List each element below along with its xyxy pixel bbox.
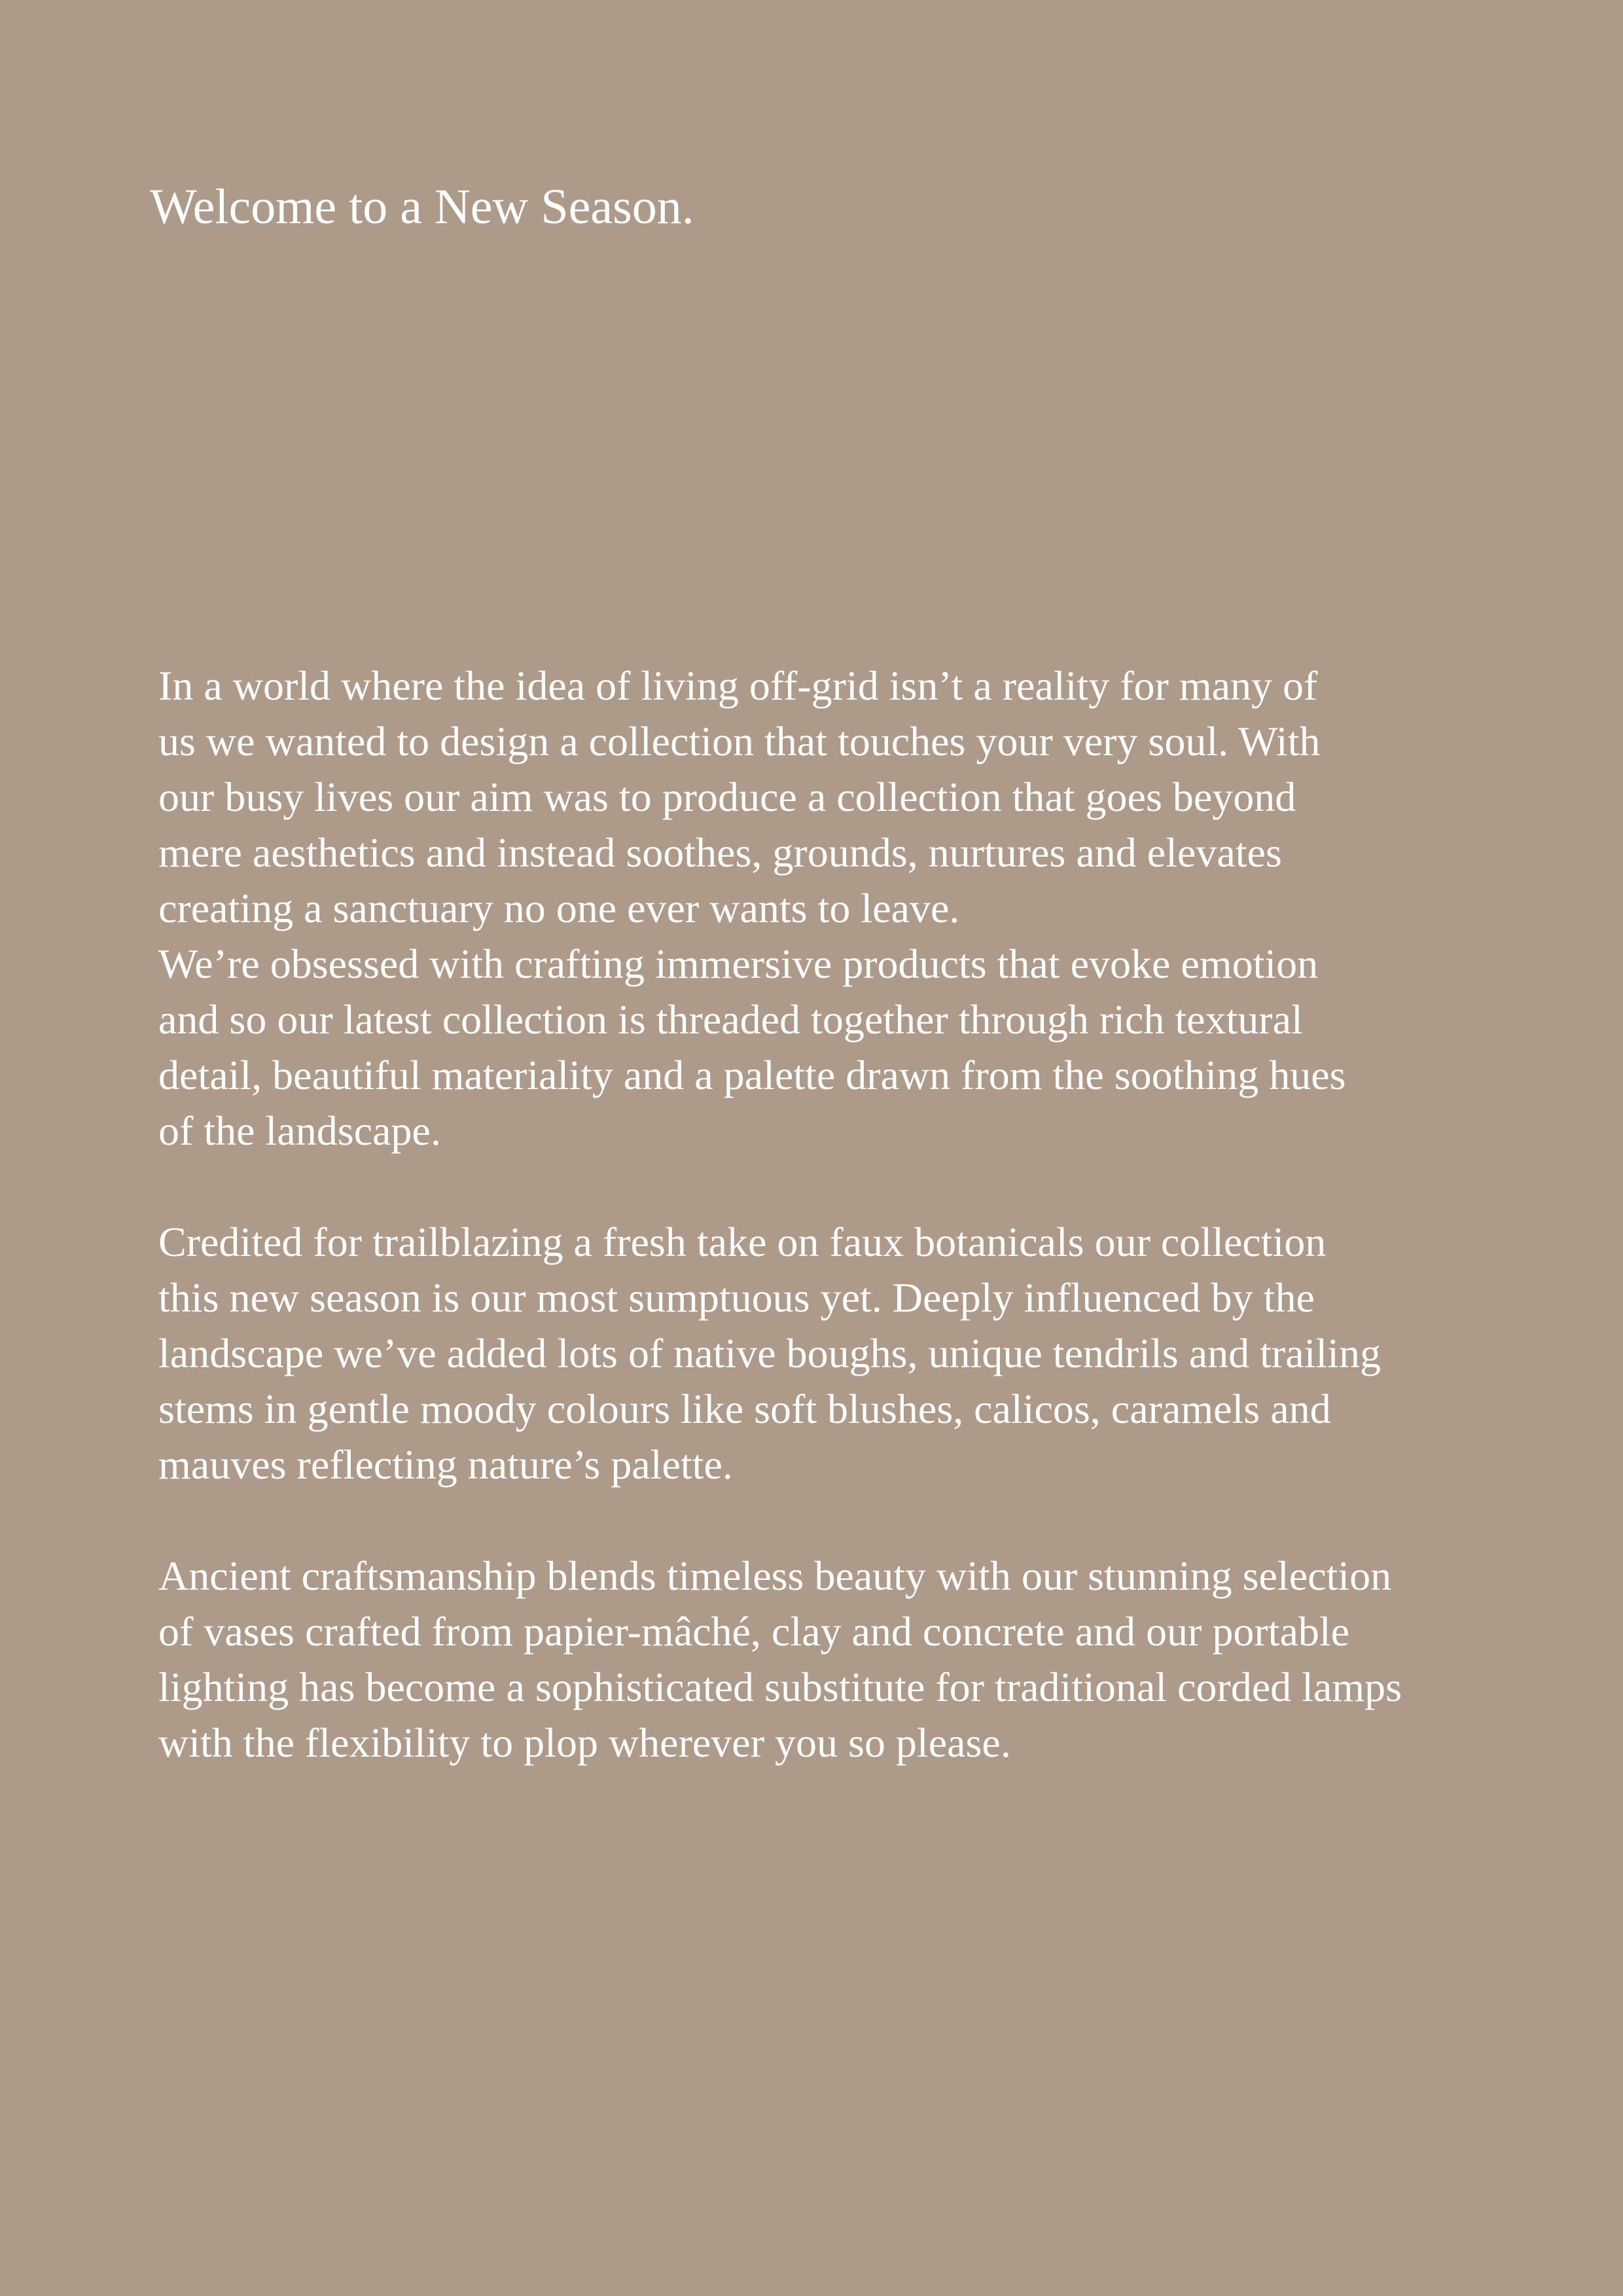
paragraph-spacer (158, 1492, 1520, 1548)
text-line: this new season is our most sumptuous yet. Deeply influenced by the (158, 1274, 1315, 1321)
paragraph-intro (158, 658, 1520, 936)
text-line: In a world where the idea of living off-grid isn’t a reality for many of (158, 662, 1318, 709)
page-title: Welcome to a New Season. (150, 179, 694, 234)
text-line: and so our latest collection is threaded together through rich textural (158, 996, 1303, 1043)
paragraph-botanicals (158, 1214, 1520, 1492)
text-line: mauves reflecting nature’s palette. (158, 1441, 733, 1488)
body-copy (158, 658, 1520, 1770)
text-line: detail, beautiful materiality and a palette drawn from the soothing hues (158, 1052, 1346, 1098)
paragraph-craftsmanship (158, 1548, 1520, 1770)
text-line: landscape we’ve added lots of native boughs, unique tendrils and trailing (158, 1330, 1381, 1376)
text-line: stems in gentle moody colours like soft blushes, calicos, caramels and (158, 1386, 1331, 1432)
text-line: lighting has become a sophisticated substitute for traditional corded lamps (158, 1664, 1402, 1710)
text-line: our busy lives our aim was to produce a collection that goes beyond (158, 774, 1296, 820)
text-line: We’re obsessed with crafting immersive products that evoke emotion (158, 941, 1319, 987)
text-line: mere aesthetics and instead soothes, grounds, nurtures and elevates (158, 829, 1282, 876)
text-line: Credited for trailblazing a fresh take on faux botanicals our collection (158, 1219, 1327, 1265)
text-line: of the landscape. (158, 1107, 441, 1154)
paragraph-spacer (158, 1158, 1520, 1214)
text-line: Ancient craftsmanship blends timeless beauty with our stunning selection (158, 1552, 1392, 1599)
text-line: us we wanted to design a collection that touches your very soul. With (158, 718, 1321, 764)
text-line: of vases crafted from papier-mâché, clay and concrete and our portable (158, 1608, 1350, 1655)
paragraph-immersive (158, 936, 1520, 1158)
text-line: with the flexibility to plop wherever you so please. (158, 1719, 1011, 1766)
text-line: creating a sanctuary no one ever wants to leave. (158, 885, 960, 931)
